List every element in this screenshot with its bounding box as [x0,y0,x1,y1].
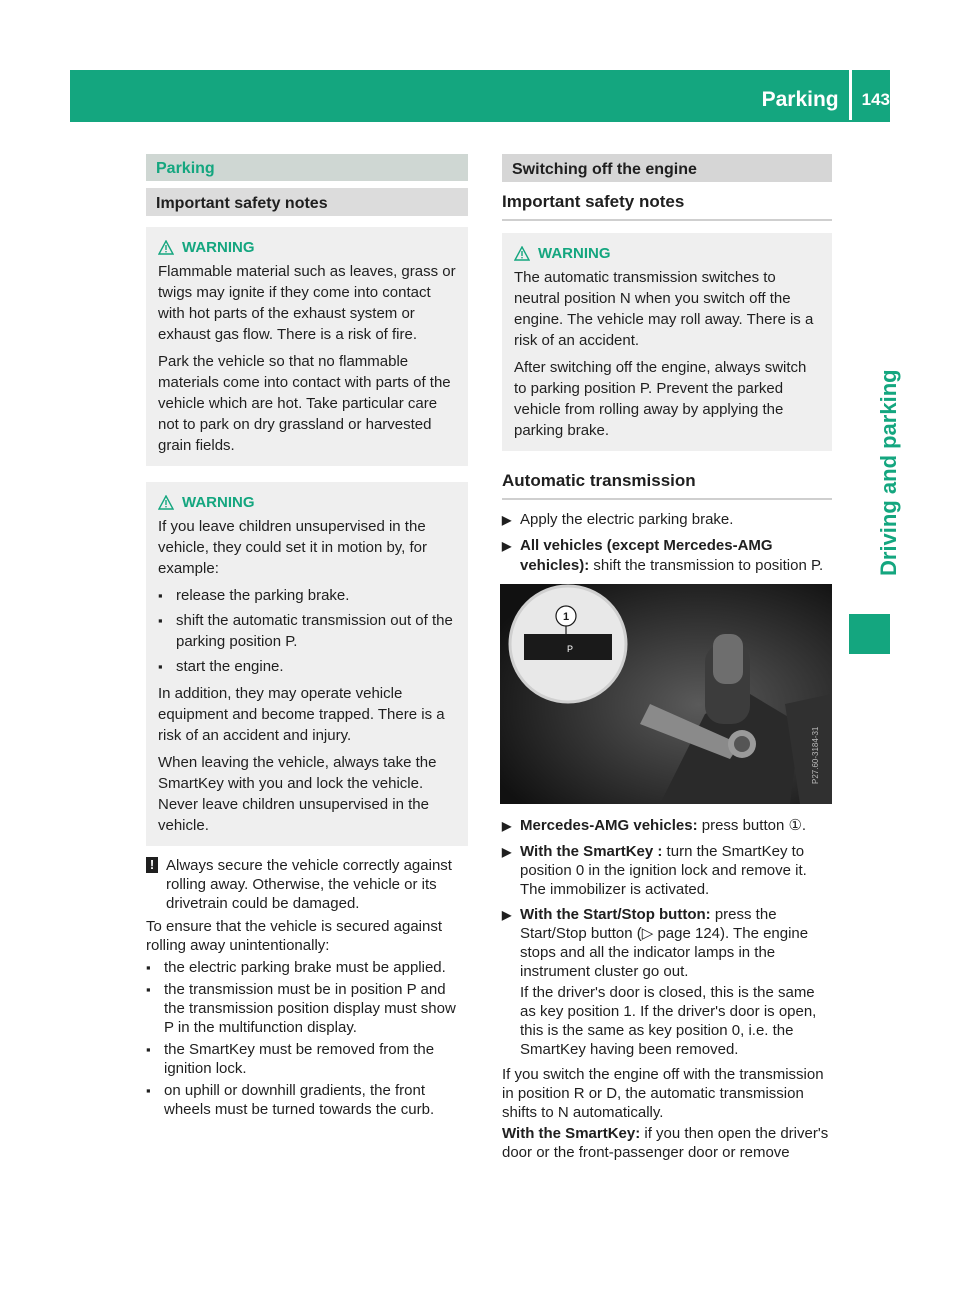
warning-text: If you leave children unsupervised in the vehicle, they could set it in motion by, for example: [158,518,428,577]
instruction-step: ▶ Mercedes-AMG vehicles: press button ①. [502,817,807,834]
list-item: ▪ shift the automatic transmission out of the parking position P. [158,612,453,650]
instruction-step: ▶ With the SmartKey : turn the SmartKey to position 0 in the ignition lock and remove it. The immobilizer is activated. [502,843,807,898]
steps-list [502,816,832,1059]
figure-display-letter: P [566,644,574,654]
requirements-list [146,958,468,1119]
step-arrow-icon: ▶ [502,908,512,922]
side-tab-marker [849,614,890,654]
warning-text: When leaving the vehicle, always take the SmartKey with you and lock the vehicle. Never leave children unsupervised in the vehicle. [158,754,437,834]
list-item: ▪ the transmission must be in position P and the transmission position display must show P in the multifunction display. [146,981,456,1036]
bullet-icon: ▪ [158,659,163,674]
intro-text: To ensure that the vehicle is secured against rolling away unintentionally: [146,918,443,954]
paragraph: With the SmartKey: if you then open the driver's door or the front-passenger door or remove [502,1125,829,1161]
intro-paragraph [146,917,468,955]
note-exclamation-icon: ! [146,857,158,873]
step-followup: If the driver's door is closed, this is the same as key position 1. If the driver's door is open, this is the same as key position 0, i.e. the SmartKey having been removed. [520,984,817,1058]
bullet-icon: ▪ [146,982,151,997]
section-title-switching-off: Switching off the engine [502,154,832,182]
running-title: Parking [761,87,839,111]
warning-text: Flammable material such as leaves, grass or twigs may ignite if they come into contact with hot parts of the exhaust system or exhaust gas flow. There is a risk of fire. [158,263,456,343]
bullet-icon: ▪ [158,613,163,628]
step-arrow-icon: ▶ [502,513,512,527]
instruction-step: ▶ With the Start/Stop button: press the Start/Stop button (▷ page 124). The engine stops and all the indicator lamps in the instrument cluster go out. [502,906,809,980]
list-item: ▪ release the parking brake. [158,587,350,604]
bullet-icon: ▪ [158,588,163,603]
step-arrow-icon: ▶ [502,845,512,859]
warning-triangle-icon [158,240,174,255]
warning-heading [158,492,456,513]
left-column [146,154,468,1122]
warning-text: Park the vehicle so that no flammable materials come into contact with parts of the vehicle which are hot. Take particular care not to park on dry grassland or harvested grain fields. [158,353,451,454]
warning-label: WARNING [182,494,255,511]
subsection-title-automatic: Automatic transmission [502,461,832,500]
warning-triangle-icon [158,495,174,510]
figure-callout: 1 [562,611,570,623]
warning-label: WARNING [182,239,255,256]
selector-lever-figure [500,584,832,804]
warning-heading [514,243,820,264]
instruction-step: ▶ All vehicles (except Mercedes-AMG vehicles): shift the transmission to position P. [502,537,824,574]
warning-triangle-icon [514,246,530,261]
right-column [502,154,832,1162]
steps-list [502,510,832,576]
warning-box-children [146,482,468,846]
bullet-icon: ▪ [146,1083,151,1098]
instruction-step: ▶ Apply the electric parking brake. [502,511,734,528]
paragraph: If you switch the engine off with the transmission in position R or D, the automatic transmission shifts to N automatically. [502,1066,824,1121]
subsection-title-safety: Important safety notes [146,188,468,216]
step-arrow-icon: ▶ [502,819,512,833]
figure-code: P27.60-3184-31 [811,726,820,784]
warning-heading [158,237,456,258]
page-header [762,84,890,114]
bullet-icon: ▪ [146,960,151,975]
note-text: Always secure the vehicle correctly against rolling away. Otherwise, the vehicle or its drivetrain could be damaged. [166,857,452,912]
warning-text: The automatic transmission switches to neutral position N when you switch off the engine. The vehicle may roll away. There is a risk of an accident. [514,269,814,349]
side-tab [852,198,901,598]
warning-text: After switching off the engine, always switch to parking position P. Prevent the parked vehicle from rolling away by applying the parking brake. [514,359,807,439]
section-title-parking: Parking [146,154,468,181]
selector-lever-image [500,584,832,804]
list-item: ▪ the SmartKey must be removed from the ignition lock. [146,1041,435,1077]
warning-text: In addition, they may operate vehicle equipment and become trapped. There is a risk of an accident and injury. [158,685,445,744]
list-item: ▪ on uphill or downhill gradients, the front wheels must be turned towards the curb. [146,1082,435,1118]
warning-label: WARNING [538,245,611,262]
note [146,856,468,913]
page-number: 143 [861,89,890,109]
list-item: ▪ start the engine. [158,658,284,675]
bullet-icon: ▪ [146,1042,151,1057]
warning-box-neutral [502,233,832,451]
subsection-title-safety: Important safety notes [502,182,832,221]
step-arrow-icon: ▶ [502,539,512,553]
side-tab-label: Driving and parking [876,369,901,576]
warning-box-fire [146,227,468,466]
list-item: ▪ the electric parking brake must be applied. [146,959,446,976]
